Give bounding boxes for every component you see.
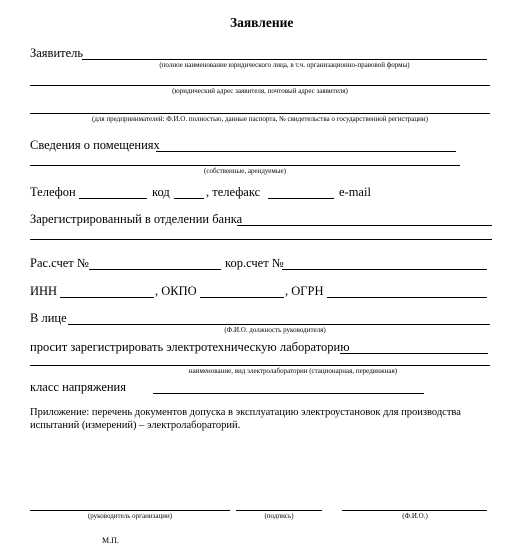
bank-label: Зарегистрированный в отделении банка xyxy=(30,212,243,226)
applicant-line[interactable] xyxy=(82,59,487,60)
ogrn-label: , ОГРН xyxy=(285,284,324,298)
voltage-label: класс напряжения xyxy=(30,380,126,394)
appendix-text: Приложение: перечень документов допуска в эксплуатацию электроустановок для производства испытаний (измерений) – электролабораторий. xyxy=(30,407,461,431)
premises-label: Сведения о помещениях xyxy=(30,138,160,152)
bank-line-2[interactable] xyxy=(30,239,492,240)
applicant-caption: (полное наименование юридического лица, в т.ч. организационно-правовой формы) xyxy=(159,61,410,69)
fax-line[interactable] xyxy=(268,198,334,199)
account-label: Рас.счет № xyxy=(30,256,89,270)
premises-line-1[interactable] xyxy=(156,151,456,152)
address-line[interactable] xyxy=(30,85,490,86)
person-label: В лице xyxy=(30,311,67,325)
phone-label: Телефон xyxy=(30,185,76,199)
email-label: e-mail xyxy=(339,185,371,199)
lab-caption: наименование, вид электролаборатории (стационарная, передвижная) xyxy=(188,367,398,375)
head-caption: (руководитель организации) xyxy=(87,512,173,520)
address-caption: (юридический адрес заявителя, почтовый адрес заявителя) xyxy=(172,87,348,95)
bank-line-1[interactable] xyxy=(237,225,492,226)
fio-caption: (Ф.И.О.) xyxy=(402,512,428,520)
fax-label: , телефакс xyxy=(206,185,261,199)
code-label: код xyxy=(152,185,170,199)
corr-account-line[interactable] xyxy=(282,269,487,270)
inn-label: ИНН xyxy=(30,284,58,298)
okpo-label: , ОКПО xyxy=(155,284,197,298)
request-line-1[interactable] xyxy=(340,353,488,354)
signature-caption: (подпись) xyxy=(264,512,294,520)
stamp-label: М.П. xyxy=(102,536,119,545)
inn-line[interactable] xyxy=(60,297,154,298)
account-line[interactable] xyxy=(89,269,221,270)
person-line[interactable] xyxy=(68,324,490,325)
okpo-line[interactable] xyxy=(200,297,284,298)
request-text: просит зарегистрировать электротехническую лабораторию xyxy=(30,340,350,354)
fio-line[interactable] xyxy=(342,510,487,511)
corr-account-label: кор.счет № xyxy=(225,256,284,270)
request-line-2[interactable] xyxy=(30,365,490,366)
signature-line[interactable] xyxy=(236,510,322,511)
phone-line[interactable] xyxy=(79,198,147,199)
entrepreneur-line[interactable] xyxy=(30,113,490,114)
premises-line-2[interactable] xyxy=(30,165,460,166)
entrepreneur-caption: (для предпринимателей: Ф.И.О. полностью, данные паспорта, № свидетельства о государственной регистрации) xyxy=(92,115,428,123)
person-caption: (Ф.И.О. должность руководителя) xyxy=(224,326,326,334)
ogrn-line[interactable] xyxy=(327,297,487,298)
head-signature-line[interactable] xyxy=(30,510,230,511)
voltage-line[interactable] xyxy=(153,393,424,394)
premises-caption: (собственные, арендуемые) xyxy=(204,167,286,175)
applicant-label: Заявитель xyxy=(30,46,84,60)
code-line[interactable] xyxy=(174,198,204,199)
document-title: Заявление xyxy=(230,15,294,30)
